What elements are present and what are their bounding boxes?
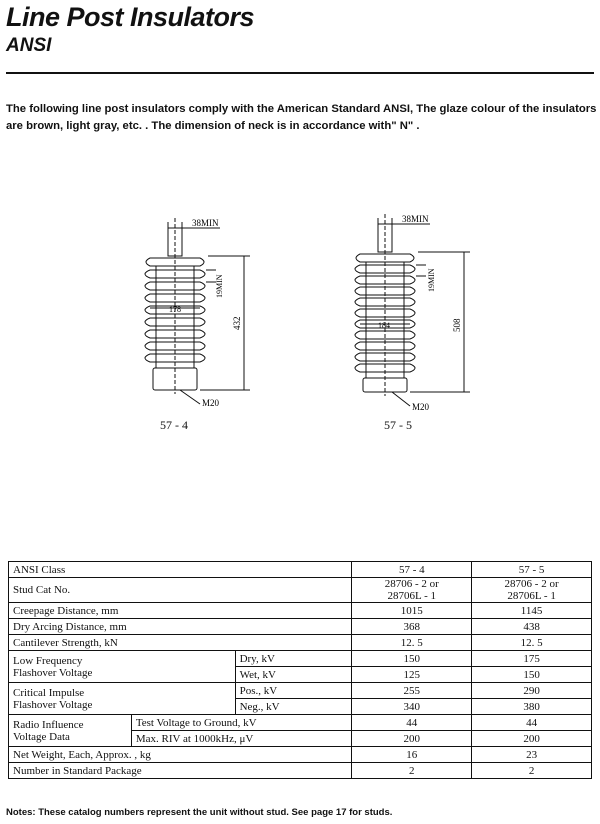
thread-label: M20	[412, 402, 430, 412]
neck-dimension-label: 38MIN	[402, 214, 429, 224]
table-cell: Cantilever Strength, kN	[9, 635, 352, 651]
cell-line: 28706 - 2 or	[384, 578, 439, 590]
intro-paragraph: The following line post insulators comply with the American Standard ANSI, The glaze colour of the insulators are brown, light gray, etc. . The dimension of neck is in accordance with" N" .	[6, 103, 597, 132]
height-label: 432	[232, 316, 242, 330]
table-cell: Max. RIV at 1000kHz, μV	[131, 731, 352, 747]
table-cell: 44	[352, 715, 472, 731]
table-cell: 255	[352, 683, 472, 699]
cell-line: 28706 - 2 or	[504, 578, 559, 590]
table-cell: 16	[352, 747, 472, 763]
table-cell: Dry Arcing Distance, mm	[9, 619, 352, 635]
table-cell	[9, 651, 236, 683]
table-row	[9, 683, 592, 699]
table-cell: 2	[472, 763, 592, 779]
table-cell: ANSI Class	[9, 562, 352, 578]
table-cell: 150	[472, 667, 592, 683]
table-cell: 44	[472, 715, 592, 731]
table-cell	[9, 715, 132, 747]
table-cell: 150	[352, 651, 472, 667]
table-row	[9, 578, 592, 603]
table-row	[9, 715, 592, 731]
diameter-label: 178	[169, 305, 181, 314]
cell-line: 28706L - 1	[507, 590, 556, 602]
table-cell: 438	[472, 619, 592, 635]
cell-line: Flashover Voltage	[13, 698, 93, 711]
diameter-label: 184	[378, 321, 390, 330]
table-cell: Creepage Distance, mm	[9, 603, 352, 619]
insulator-57-5-drawing	[330, 206, 490, 418]
table-cell: 200	[472, 731, 592, 747]
table-cell: 2	[352, 763, 472, 779]
shed-spacing-label: 19MIN	[427, 268, 436, 292]
table-cell: 57 - 5	[472, 562, 592, 578]
cell-line: 28706L - 1	[387, 590, 437, 602]
page-title: Line Post Insulators	[6, 2, 255, 32]
spec-table	[8, 561, 592, 779]
cell-line: Radio Influence	[13, 718, 84, 731]
table-cell	[352, 578, 472, 603]
cell-line: Low Frequency	[13, 654, 83, 667]
thread-label: M20	[202, 398, 220, 408]
neck-dimension-label: 38MIN	[192, 218, 219, 228]
table-cell: 340	[352, 699, 472, 715]
title-divider	[6, 72, 594, 74]
table-cell: 175	[472, 651, 592, 667]
table-cell: 57 - 4	[352, 562, 472, 578]
table-cell: Stud Cat No.	[9, 578, 352, 603]
table-cell: Number in Standard Package	[9, 763, 352, 779]
table-row	[9, 763, 592, 779]
table-row	[9, 635, 592, 651]
figure-label-57-4: 57 - 4	[160, 418, 188, 432]
page-subtitle: ANSI	[6, 35, 52, 56]
table-row	[9, 747, 592, 763]
table-row	[9, 562, 592, 578]
table-cell: 380	[472, 699, 592, 715]
table-cell	[472, 578, 592, 603]
table-cell: 200	[352, 731, 472, 747]
table-cell: 125	[352, 667, 472, 683]
height-label: 508	[452, 318, 462, 332]
table-row	[9, 619, 592, 635]
table-cell: 368	[352, 619, 472, 635]
cell-line: Critical Impulse	[13, 686, 85, 699]
table-cell: Pos., kV	[235, 683, 352, 699]
cell-line: Voltage Data	[13, 730, 70, 743]
cell-line: Flashover Voltage	[13, 666, 93, 679]
figure-label-57-5: 57 - 5	[384, 418, 412, 432]
table-cell: Test Voltage to Ground, kV	[131, 715, 352, 731]
footnote: Notes: These catalog numbers represent the unit without stud. See page 17 for studs.	[6, 807, 393, 818]
table-cell: Dry, kV	[235, 651, 352, 667]
insulator-57-4-drawing	[120, 208, 280, 418]
table-cell: Net Weight, Each, Approx. , kg	[9, 747, 352, 763]
table-cell: Neg., kV	[235, 699, 352, 715]
table-cell: 1145	[472, 603, 592, 619]
table-cell	[9, 683, 236, 715]
table-cell: 12. 5	[472, 635, 592, 651]
table-cell: 290	[472, 683, 592, 699]
table-cell: 12. 5	[352, 635, 472, 651]
table-row	[9, 651, 592, 667]
shed-spacing-label: 19MIN	[215, 274, 224, 298]
table-row	[9, 603, 592, 619]
table-cell: 23	[472, 747, 592, 763]
table-cell: 1015	[352, 603, 472, 619]
table-cell: Wet, kV	[235, 667, 352, 683]
